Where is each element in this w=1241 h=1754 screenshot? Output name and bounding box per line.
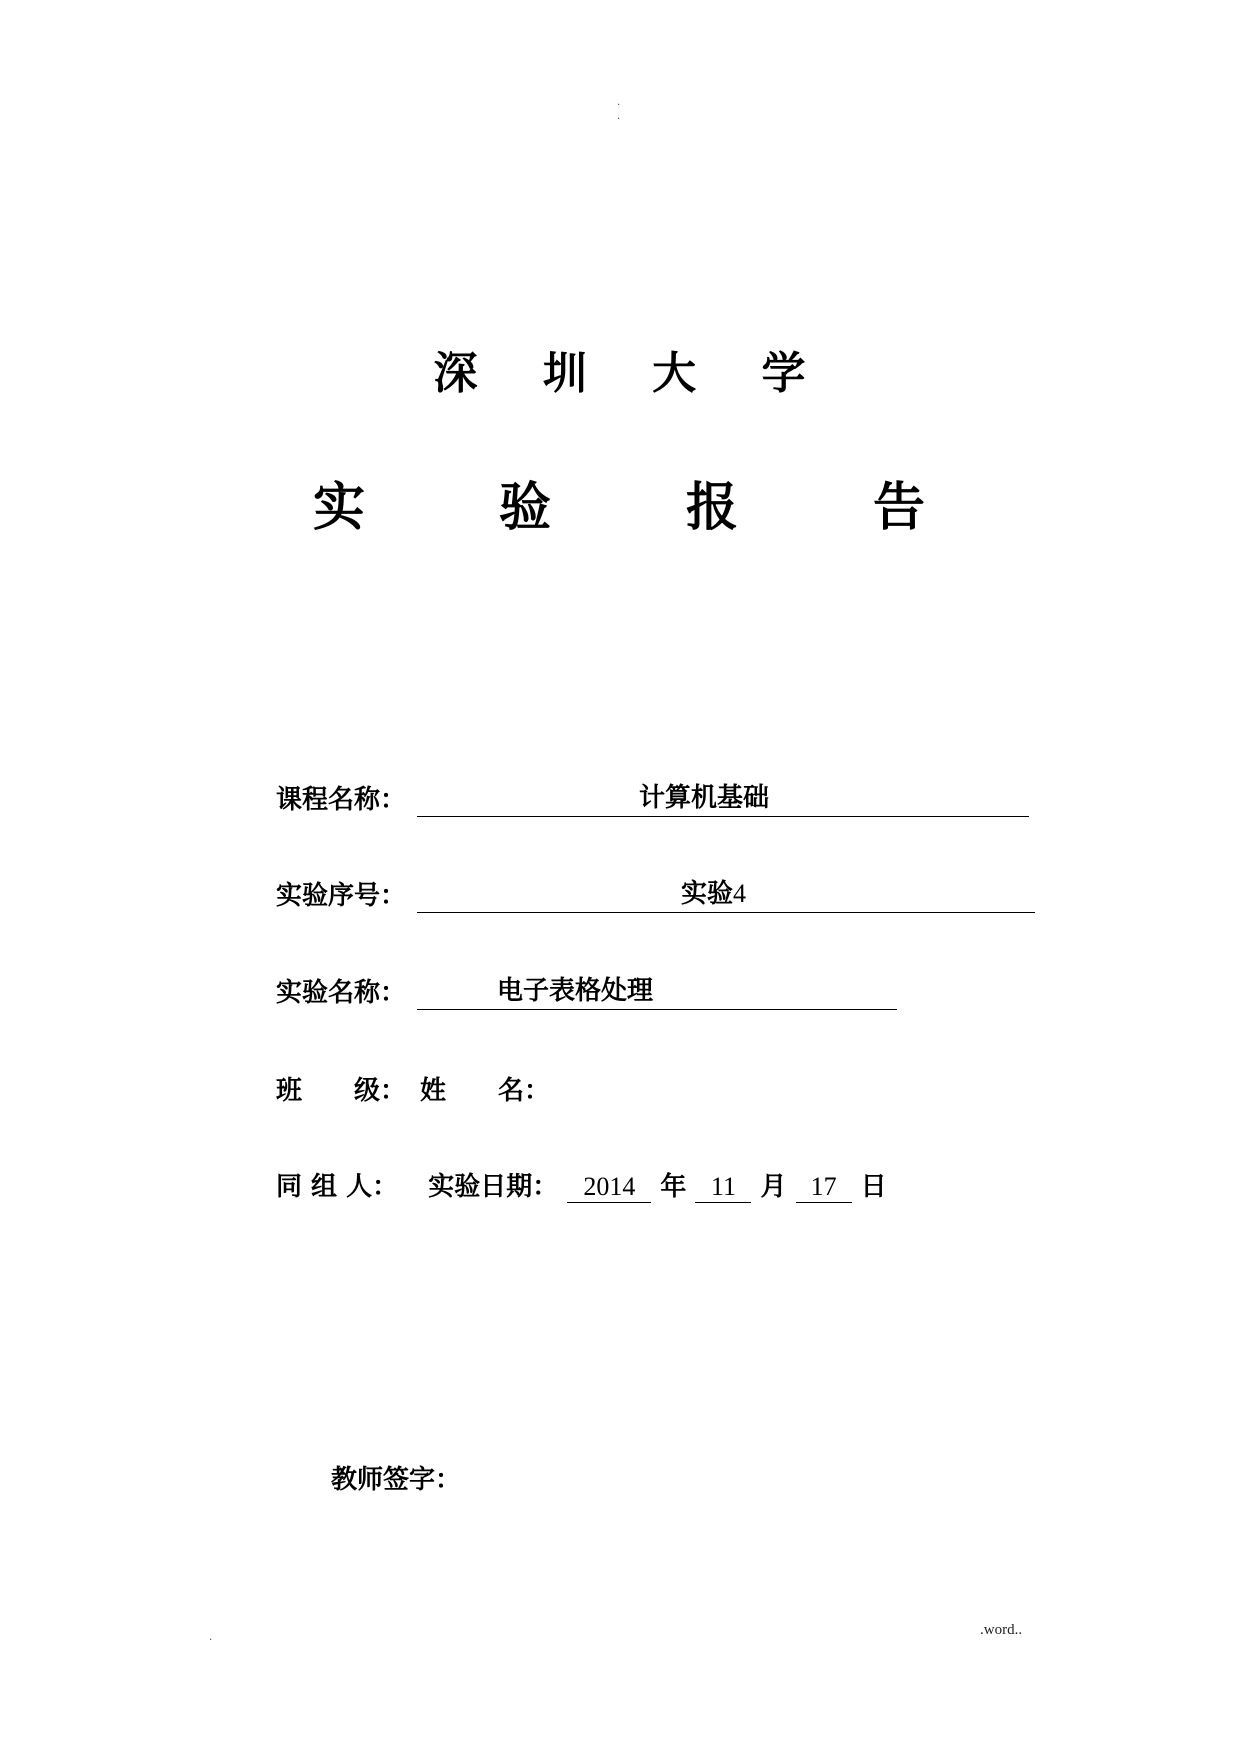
report-char: 实	[312, 477, 365, 538]
partner-label: 同 组 人：	[276, 1172, 399, 1202]
report-title	[0, 465, 1241, 538]
report-char: 验	[498, 477, 551, 538]
footer-dot: .	[209, 1632, 213, 1643]
date-day: 17	[796, 1169, 852, 1203]
exp-name-label: 实验名称：	[276, 978, 407, 1008]
exp-no-label: 实验序号：	[276, 881, 407, 911]
exp-no-value-text: 实验	[681, 879, 734, 909]
partner-date-row	[276, 1169, 887, 1205]
university-char: 学	[761, 348, 808, 399]
course-field	[417, 780, 1029, 817]
course-label: 课程名称：	[276, 785, 407, 815]
report-char: 报	[685, 477, 738, 538]
date-month: 11	[695, 1169, 751, 1203]
exp-no-value	[681, 876, 746, 912]
class-label: 班 级：	[276, 1076, 407, 1106]
name-label: 姓 名：	[420, 1076, 551, 1106]
date-day-unit: 日	[860, 1172, 887, 1202]
date-year-unit: 年	[660, 1172, 687, 1202]
university-char: 大	[652, 348, 699, 399]
university-char: 深	[433, 348, 480, 399]
exp-no-value-num: 4	[733, 879, 747, 908]
report-char: 告	[872, 477, 925, 538]
footer-word: .word..	[980, 1622, 1023, 1638]
exp-name-value: 电子表格处理	[497, 976, 654, 1006]
date-year: 2014	[567, 1169, 651, 1203]
exp-no-field	[417, 876, 1035, 913]
header-dot: .	[617, 97, 621, 108]
course-value: 计算机基础	[639, 783, 770, 813]
date-month-unit: 月	[760, 1172, 787, 1202]
exp-name-field	[417, 973, 897, 1010]
university-char: 圳	[542, 348, 589, 399]
university-title	[0, 337, 1241, 397]
header-dot: .	[617, 111, 621, 122]
date-label: 实验日期：	[428, 1172, 559, 1202]
teacher-sign-label: 教师签字：	[331, 1465, 462, 1495]
